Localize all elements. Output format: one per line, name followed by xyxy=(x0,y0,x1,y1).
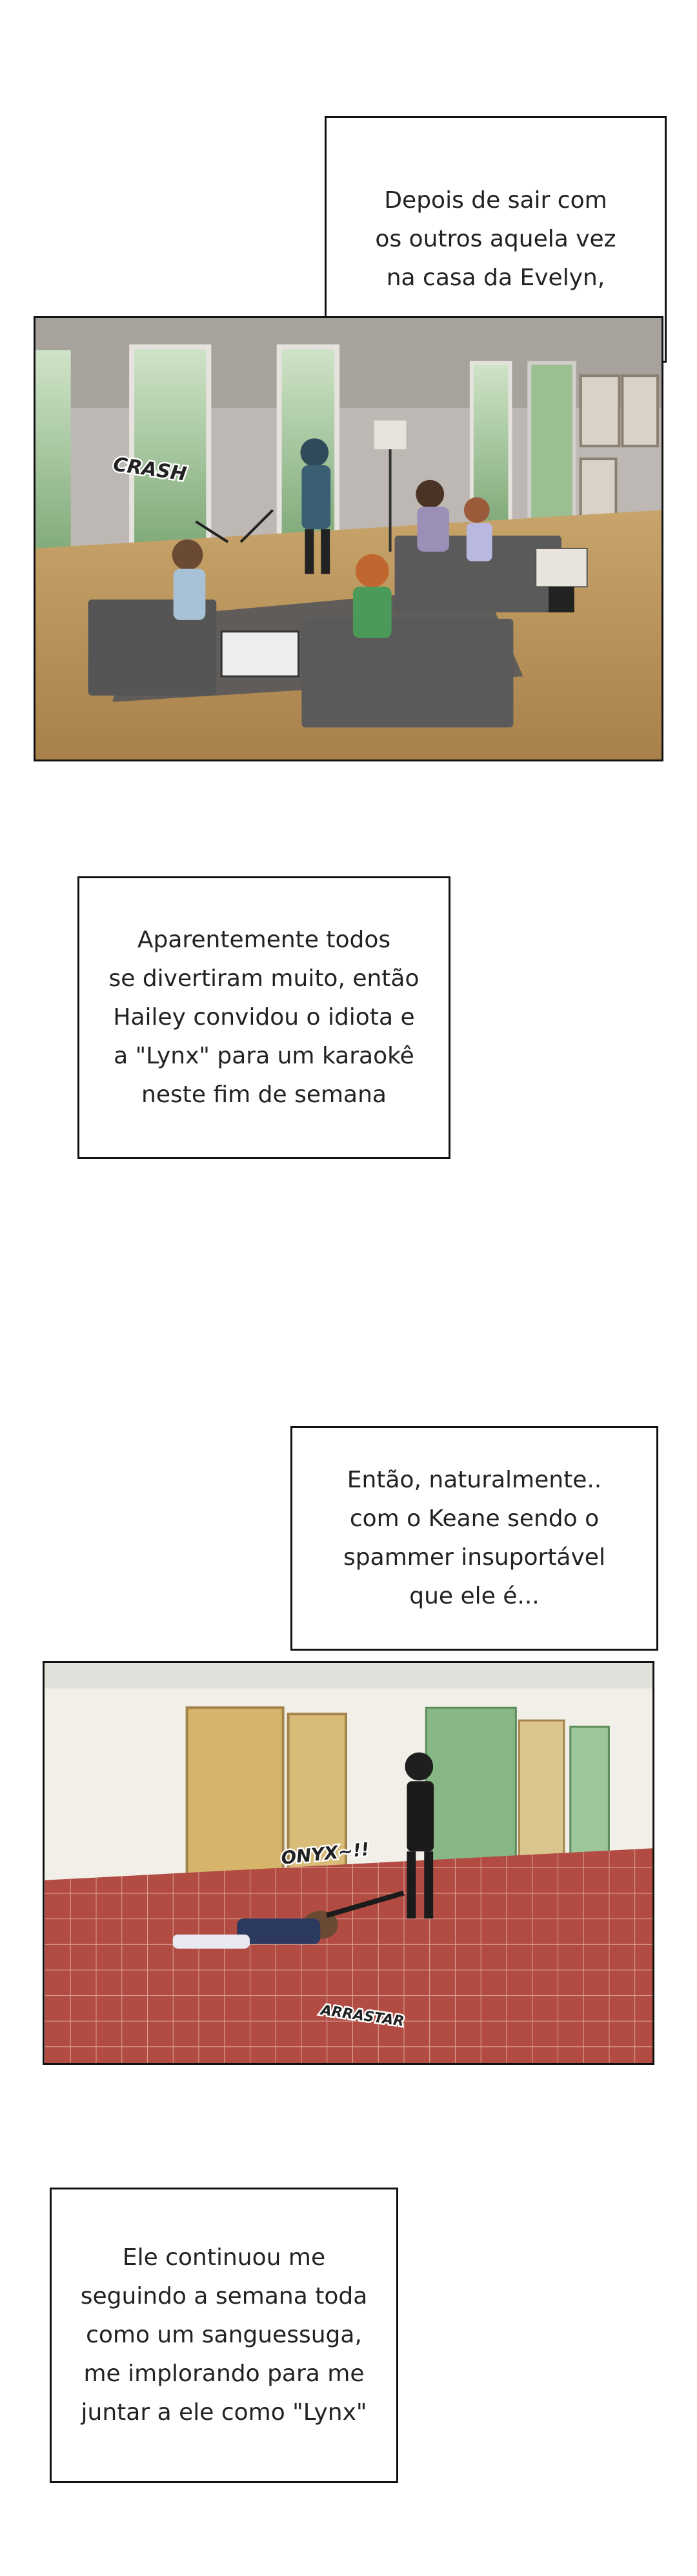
caption-box-2 xyxy=(77,876,450,1159)
caption-box-3 xyxy=(290,1426,658,1651)
panel-school-hallway xyxy=(43,1661,654,2065)
caption-text-2: Aparentemente todos se divertiram muito, então Hailey convidou o idiota e a "Lynx" para um karaokê neste fim de semana xyxy=(108,927,419,1108)
sfx-drag: ARRASTAR xyxy=(319,2002,405,2030)
sfx-shout: ONYX~!! xyxy=(279,1838,370,1869)
panel-living-room xyxy=(34,316,663,761)
sfx-crash: CRASH xyxy=(112,453,188,486)
caption-text-4: Ele continuou me seguindo a semana toda como um sanguessuga, me implorando para me juntar a ele como "Lynx" xyxy=(80,2244,368,2426)
living-room-illustration xyxy=(35,318,662,760)
hallway-illustration xyxy=(45,1663,652,2063)
caption-box-4 xyxy=(50,2188,398,2483)
caption-text-1: Depois de sair com os outros aquela vez na casa da Evelyn, xyxy=(375,187,616,291)
caption-text-3: Então, naturalmente.. com o Keane sendo o spammer insuportável que ele é... xyxy=(343,1467,605,1609)
